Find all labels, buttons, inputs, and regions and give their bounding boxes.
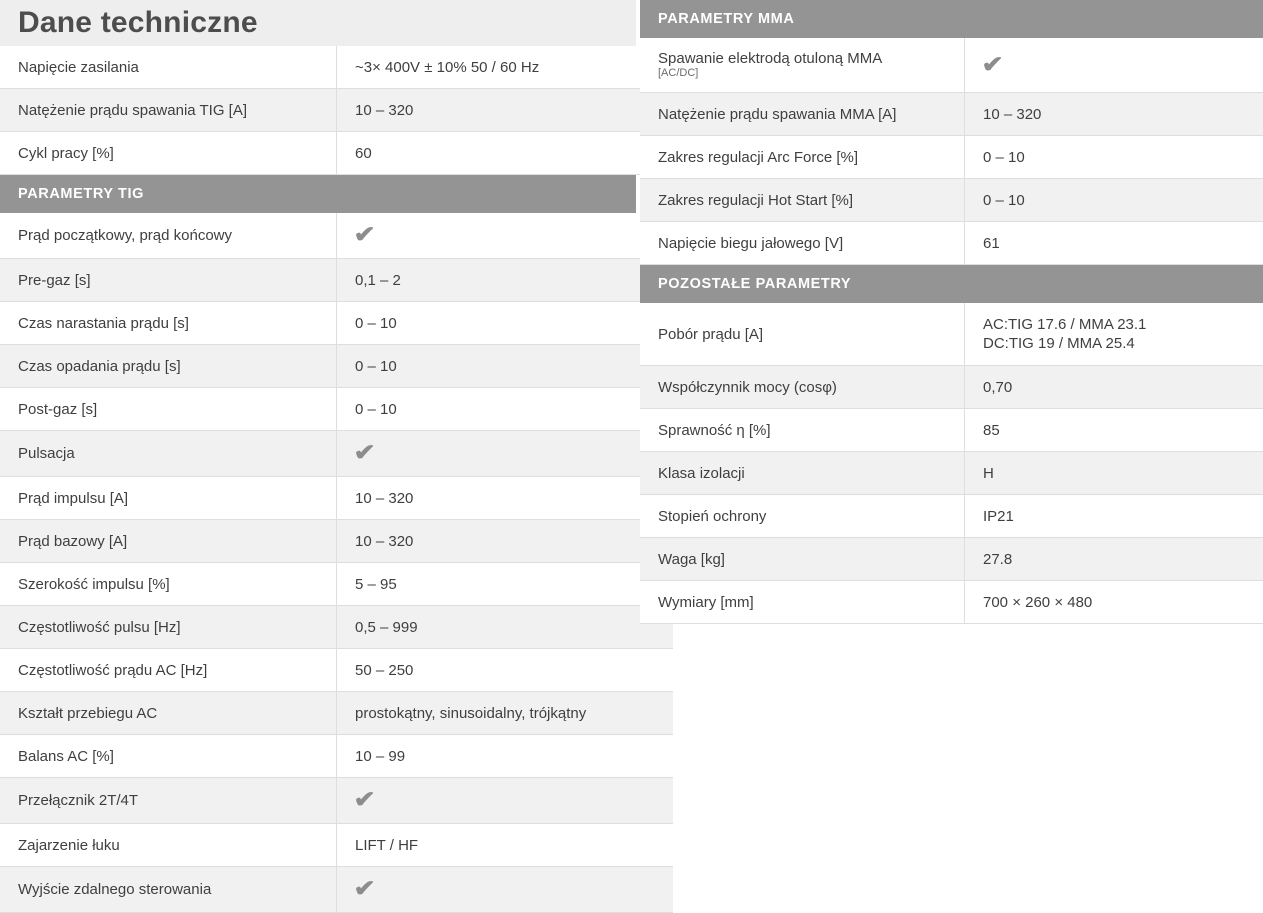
row-value: 10 – 320 [965,93,1263,136]
row-value: 0 – 10 [965,179,1263,222]
row-label: Zakres regulacji Hot Start [%] [640,179,965,222]
row-label: Napięcie zasilania [0,46,337,89]
table-row [640,409,1263,452]
table-row [640,93,1263,136]
row-value: prostokątny, sinusoidalny, trójkątny [337,692,674,735]
table-row [0,213,673,259]
section-header-mma-label: PARAMETRY MMA [658,11,794,27]
other-params-table [640,303,1263,624]
check-icon: ✔ [354,879,376,897]
table-row [640,366,1263,409]
table-row [640,303,1263,366]
mma-params-table [640,38,1263,265]
row-label: Balans AC [%] [0,735,337,778]
table-row [640,538,1263,581]
row-label: Napięcie biegu jałowego [V] [640,222,965,265]
row-label: Współczynnik mocy (cosφ) [640,366,965,409]
row-label: Kształt przebiegu AC [0,692,337,735]
row-label: Pre-gaz [s] [0,259,337,302]
row-label: Cykl pracy [%] [0,132,337,175]
row-label: Prąd bazowy [A] [0,520,337,563]
section-header-mma [640,0,1263,38]
row-value: 0 – 10 [337,345,674,388]
row-label: Przełącznik 2T/4T [0,778,337,824]
page-title-text: Dane techniczne [18,6,258,40]
row-label: Sprawność η [%] [640,409,965,452]
row-label: Częstotliwość pulsu [Hz] [0,606,337,649]
row-value: 0 – 10 [337,388,674,431]
row-label: Natężenie prądu spawania MMA [A] [640,93,965,136]
row-value: H [965,452,1263,495]
table-row [0,824,673,867]
row-label: Prąd początkowy, prąd końcowy [0,213,337,259]
right-column [640,0,1263,624]
row-value: 0,70 [965,366,1263,409]
section-header-tig [0,175,636,213]
page-title [0,0,636,46]
row-value: 0,5 – 999 [337,606,674,649]
table-row [640,179,1263,222]
table-row [0,563,673,606]
row-value [337,431,674,477]
row-value [337,867,674,913]
row-value [965,38,1263,93]
row-label: Zajarzenie łuku [0,824,337,867]
row-label: Prąd impulsu [A] [0,477,337,520]
row-label: Czas opadania prądu [s] [0,345,337,388]
section-header-tig-label: PARAMETRY TIG [18,186,144,202]
row-sublabel: [AC/DC] [658,67,964,80]
row-value: 61 [965,222,1263,265]
row-value [337,213,674,259]
row-value: 10 – 320 [337,477,674,520]
table-row [0,89,673,132]
table-row [0,302,673,345]
row-value: 27.8 [965,538,1263,581]
row-label: Klasa izolacji [640,452,965,495]
row-label: Natężenie prądu spawania TIG [A] [0,89,337,132]
table-row [640,222,1263,265]
row-value: 10 – 320 [337,520,674,563]
row-value: 50 – 250 [337,649,674,692]
check-icon: ✔ [354,225,376,243]
row-label: Czas narastania prądu [s] [0,302,337,345]
table-row [0,867,673,913]
table-row [0,477,673,520]
row-label: Częstotliwość prądu AC [Hz] [0,649,337,692]
table-row [0,606,673,649]
row-value: 0 – 10 [337,302,674,345]
table-row [640,581,1263,624]
row-value [337,778,674,824]
row-label: Stopień ochrony [640,495,965,538]
tig-params-table [0,213,673,913]
row-label: Wymiary [mm] [640,581,965,624]
row-label: Post-gaz [s] [0,388,337,431]
general-params-table [0,46,673,175]
table-row [0,46,673,89]
row-label: Wyjście zdalnego sterowania [0,867,337,913]
row-value: 60 [337,132,674,175]
row-label: Waga [kg] [640,538,965,581]
row-value: 5 – 95 [337,563,674,606]
table-row [640,452,1263,495]
table-row [0,431,673,477]
row-value: 700 × 260 × 480 [965,581,1263,624]
check-icon: ✔ [982,55,1004,73]
table-row [0,132,673,175]
table-row [0,778,673,824]
section-header-other-label: POZOSTAŁE PARAMETRY [658,276,851,292]
table-row [0,649,673,692]
table-row [0,520,673,563]
table-row [0,345,673,388]
row-label: Spawanie elektrodą otuloną MMA [AC/DC] [640,38,965,93]
row-value: ~3× 400V ± 10% 50 / 60 Hz [337,46,674,89]
row-label: Pulsacja [0,431,337,477]
row-value: 10 – 320 [337,89,674,132]
table-row [0,735,673,778]
row-label: Zakres regulacji Arc Force [%] [640,136,965,179]
row-label: Pobór prądu [A] [640,303,965,366]
row-value: IP21 [965,495,1263,538]
table-row [640,38,1263,93]
table-row [640,495,1263,538]
row-value: AC:TIG 17.6 / MMA 23.1 DC:TIG 19 / MMA 25.4 [965,303,1263,366]
row-label: Szerokość impulsu [%] [0,563,337,606]
table-row [0,259,673,302]
row-value: 85 [965,409,1263,452]
row-value: 10 – 99 [337,735,674,778]
check-icon: ✔ [354,790,376,808]
table-row [640,136,1263,179]
row-value: 0 – 10 [965,136,1263,179]
check-icon: ✔ [354,443,376,461]
table-row [0,388,673,431]
section-header-other [640,265,1263,303]
table-row [0,692,673,735]
row-value: LIFT / HF [337,824,674,867]
row-value: 0,1 – 2 [337,259,674,302]
